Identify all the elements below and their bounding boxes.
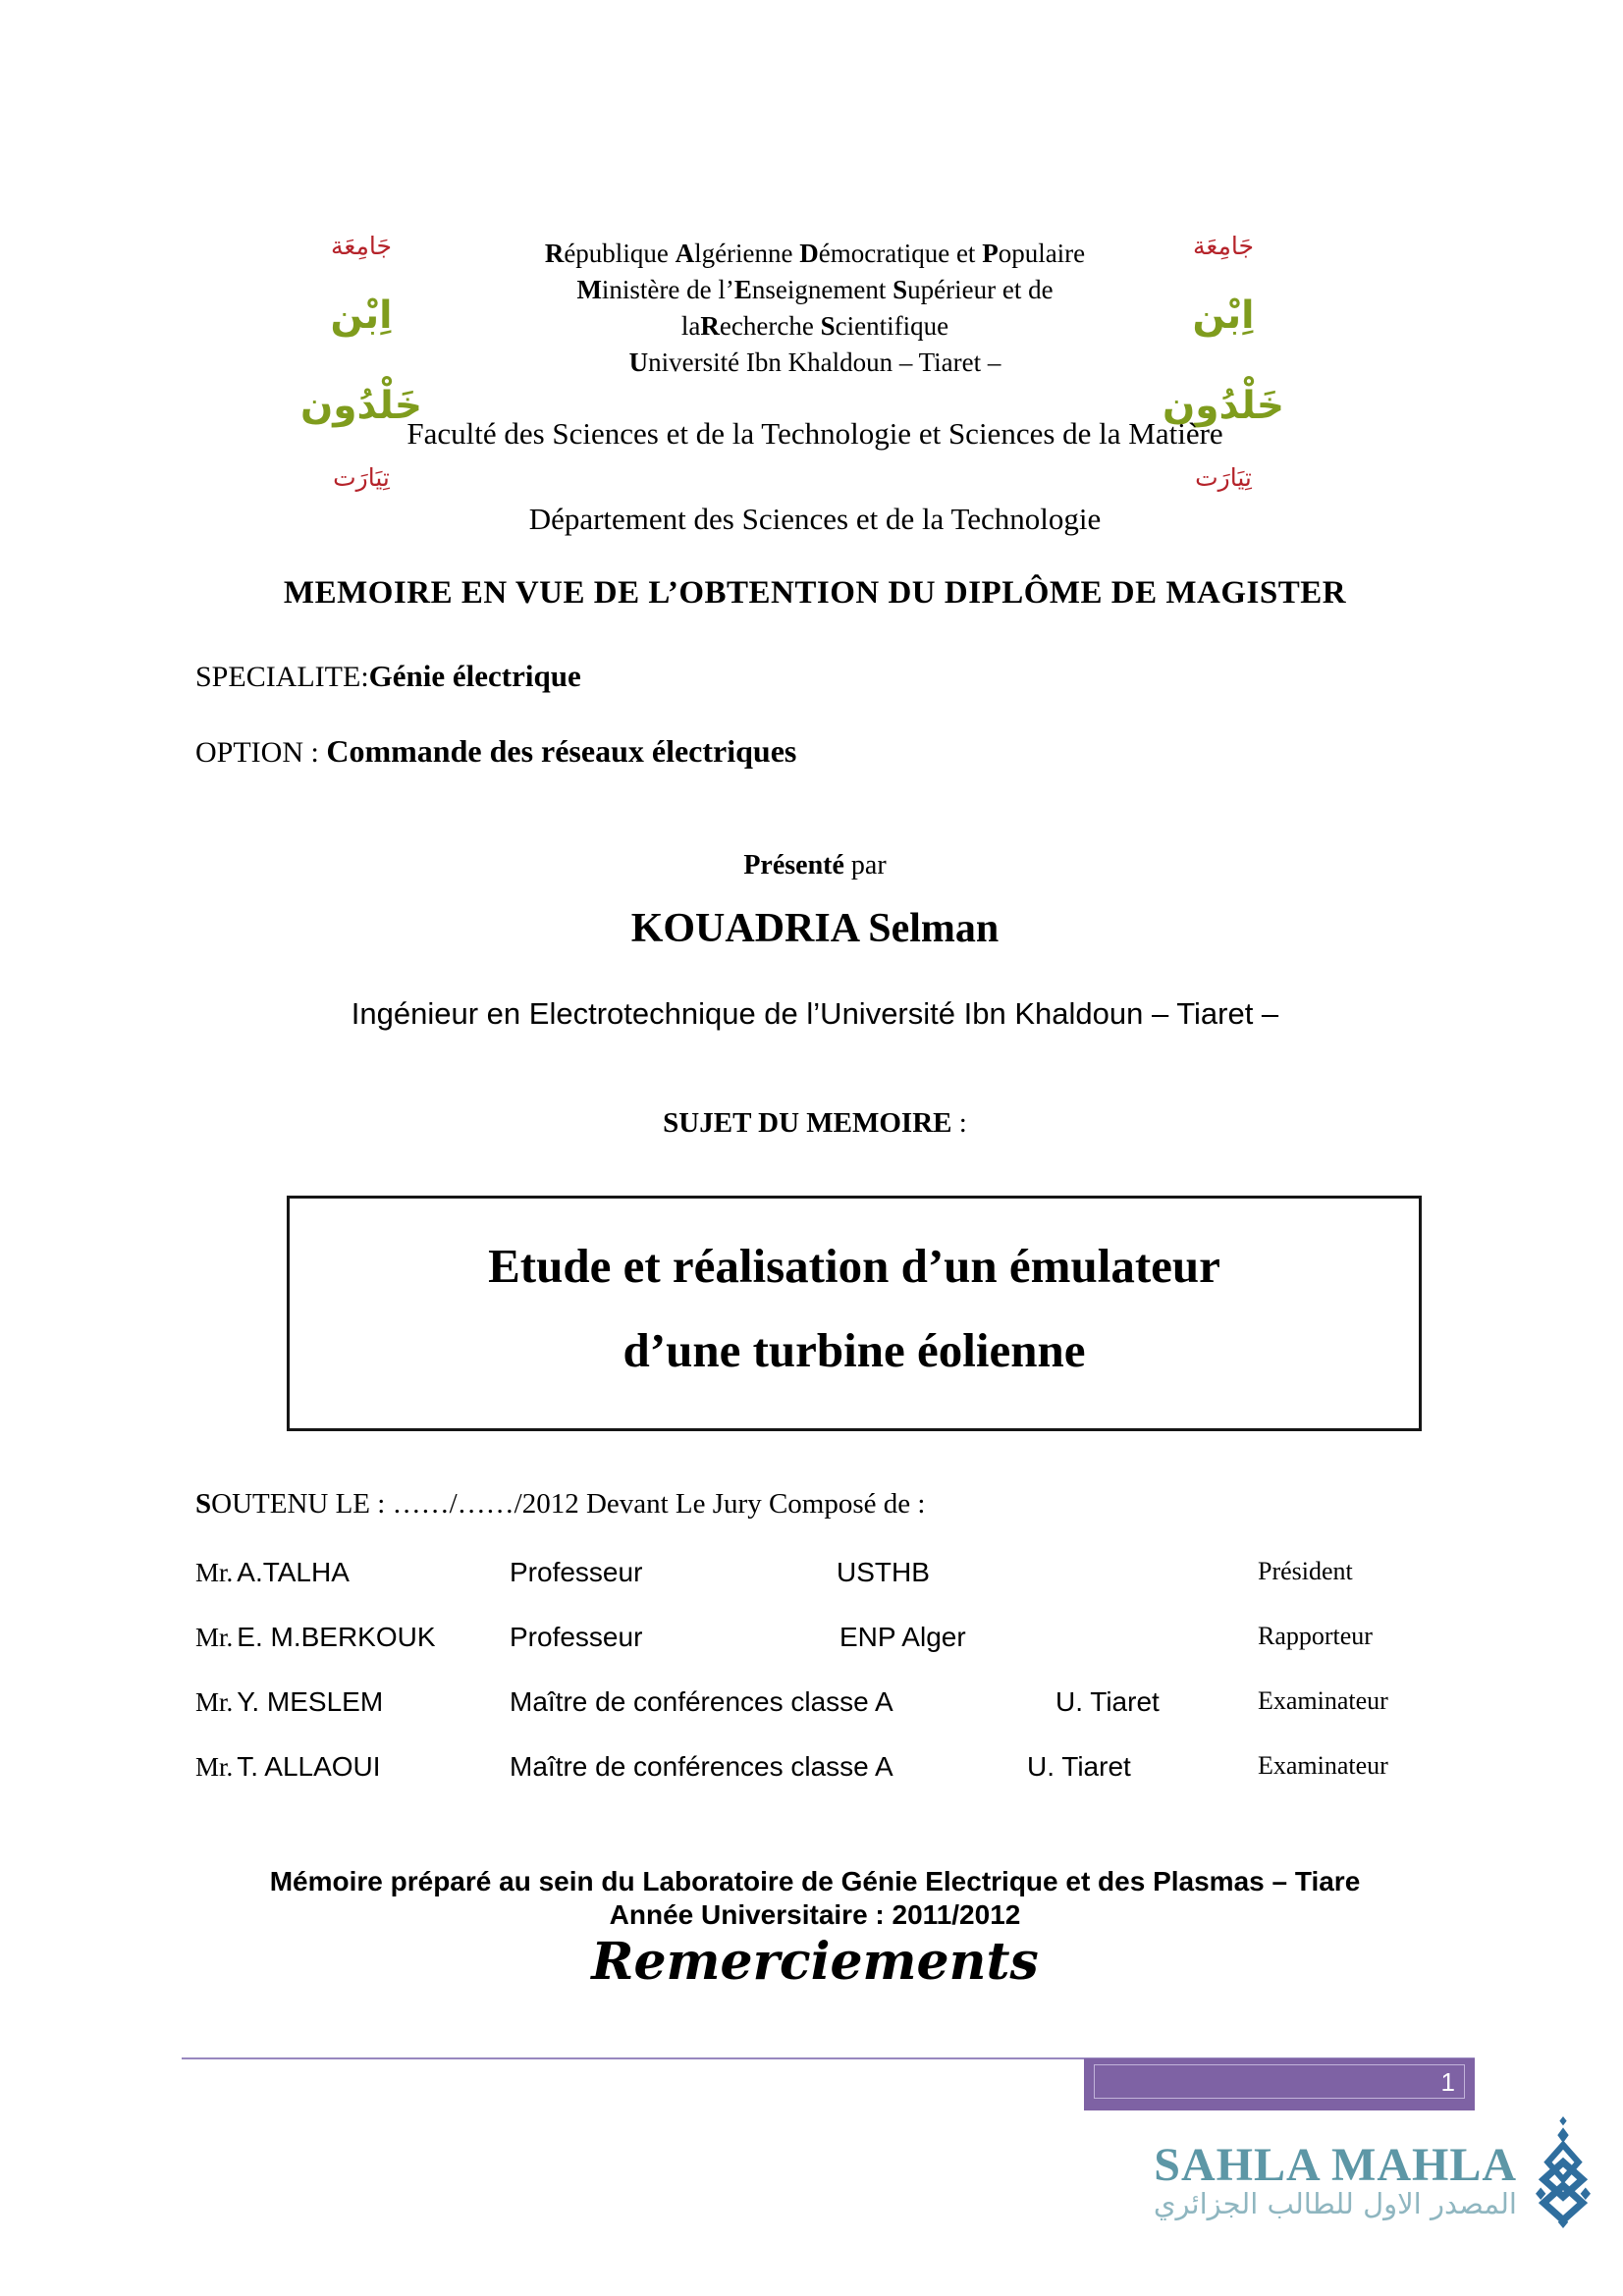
sahla-mahla-emblem-icon: [1522, 2116, 1604, 2228]
jury-member-role: Président: [1258, 1557, 1353, 1585]
jury-member-role: Examinateur: [1258, 1751, 1388, 1780]
jury-member-grade: Maître de conférences classe A: [510, 1686, 893, 1717]
republic-line: République Algérienne Démocratique et Populaire: [544, 239, 1086, 268]
faculty-line: Faculté des Sciences et de la Technologie et Sciences de la Matière: [406, 416, 1223, 451]
logo-word-tiaret: تِيَارَت: [1195, 463, 1252, 492]
thesis-title-box: [287, 1196, 1422, 1431]
brand-wordmark: SAHLA MAHLA: [1154, 2139, 1517, 2191]
logo-word-tiaret: تِيَارَت: [333, 463, 390, 492]
engineer-degree-line: Ingénieur en Electrotechnique de l’Université Ibn Khaldoun – Tiaret –: [351, 996, 1279, 1031]
jury-member-institution: USTHB: [837, 1557, 930, 1587]
jury-member-institution: ENP Alger: [839, 1622, 966, 1652]
brand-tagline-arabic: المصدر الاول للطالب الجزائري: [1153, 2187, 1517, 2220]
memoire-heading: MEMOIRE EN VUE DE L’OBTENTION DU DIPLÔME DE MAGISTER: [283, 575, 1347, 611]
jury-row: [0, 1751, 1623, 1796]
candidate-name: KOUADRIA Selman: [630, 906, 1000, 951]
page-number: 1: [1440, 2067, 1455, 2097]
laboratory-line: Mémoire préparé au sein du Laboratoire de Génie Electrique et des Plasmas – Tiare: [269, 1866, 1361, 1896]
jury-member-grade: Professeur: [510, 1557, 643, 1587]
jury-member-institution: U. Tiaret: [1055, 1686, 1160, 1717]
jury-member-grade: Maître de conférences classe A: [510, 1751, 893, 1782]
jury-member-role: Rapporteur: [1258, 1622, 1373, 1650]
jury-member-name: Mr. E. M.BERKOUK: [195, 1622, 436, 1652]
jury-member-name: Mr. A.TALHA: [195, 1557, 350, 1587]
university-logo-left: [263, 222, 460, 505]
thesis-title-line-2: d’une turbine éolienne: [622, 1323, 1086, 1377]
research-line: laRecherche Scientifique: [680, 311, 949, 341]
academic-year-line: Année Universitaire : 2011/2012: [609, 1899, 1021, 1930]
logo-word-ibn-khaldoun: اِبْن خَلْدُون: [1162, 294, 1285, 428]
subject-label: SUJET DU MEMOIRE :: [663, 1107, 967, 1139]
jury-member-role: Examinateur: [1258, 1686, 1388, 1715]
specialty-line: SPECIALITE:Génie électrique: [195, 659, 581, 693]
jury-row: [0, 1622, 1623, 1667]
footer-page-number-bar: [1084, 2058, 1475, 2110]
option-line: OPTION : Commande des réseaux électriques: [195, 733, 797, 769]
jury-member-institution: U. Tiaret: [1027, 1751, 1131, 1782]
defense-date-line: SOUTENU LE : ……/……/2012 Devant Le Jury Composé de :: [195, 1488, 926, 1520]
logo-word-ibn-khaldoun: اِبْن خَلْدُون: [299, 294, 423, 428]
logo-word-university: جَامِعَة: [331, 232, 392, 260]
jury-member-grade: Professeur: [510, 1622, 643, 1652]
department-line: Département des Sciences et de la Technologie: [528, 502, 1102, 536]
footer-inner-outline: [1094, 2064, 1465, 2099]
acknowledgements-heading: Remerciements: [591, 1932, 1039, 1992]
ministry-line: Ministère de l’Enseignement Supérieur et de: [576, 275, 1054, 304]
presented-by-label: Présenté par: [743, 850, 887, 881]
jury-member-name: Mr. T. ALLAOUI: [195, 1751, 381, 1782]
logo-word-university: جَامِعَة: [1193, 232, 1254, 260]
jury-row: [0, 1557, 1623, 1602]
jury-row: [0, 1686, 1623, 1732]
ministry-header: [461, 236, 1168, 381]
jury-member-name: Mr. Y. MESLEM: [195, 1686, 384, 1717]
university-line: Université Ibn Khaldoun – Tiaret –: [628, 347, 1001, 377]
thesis-title-line-1: Etude et réalisation d’un émulateur: [488, 1239, 1220, 1293]
